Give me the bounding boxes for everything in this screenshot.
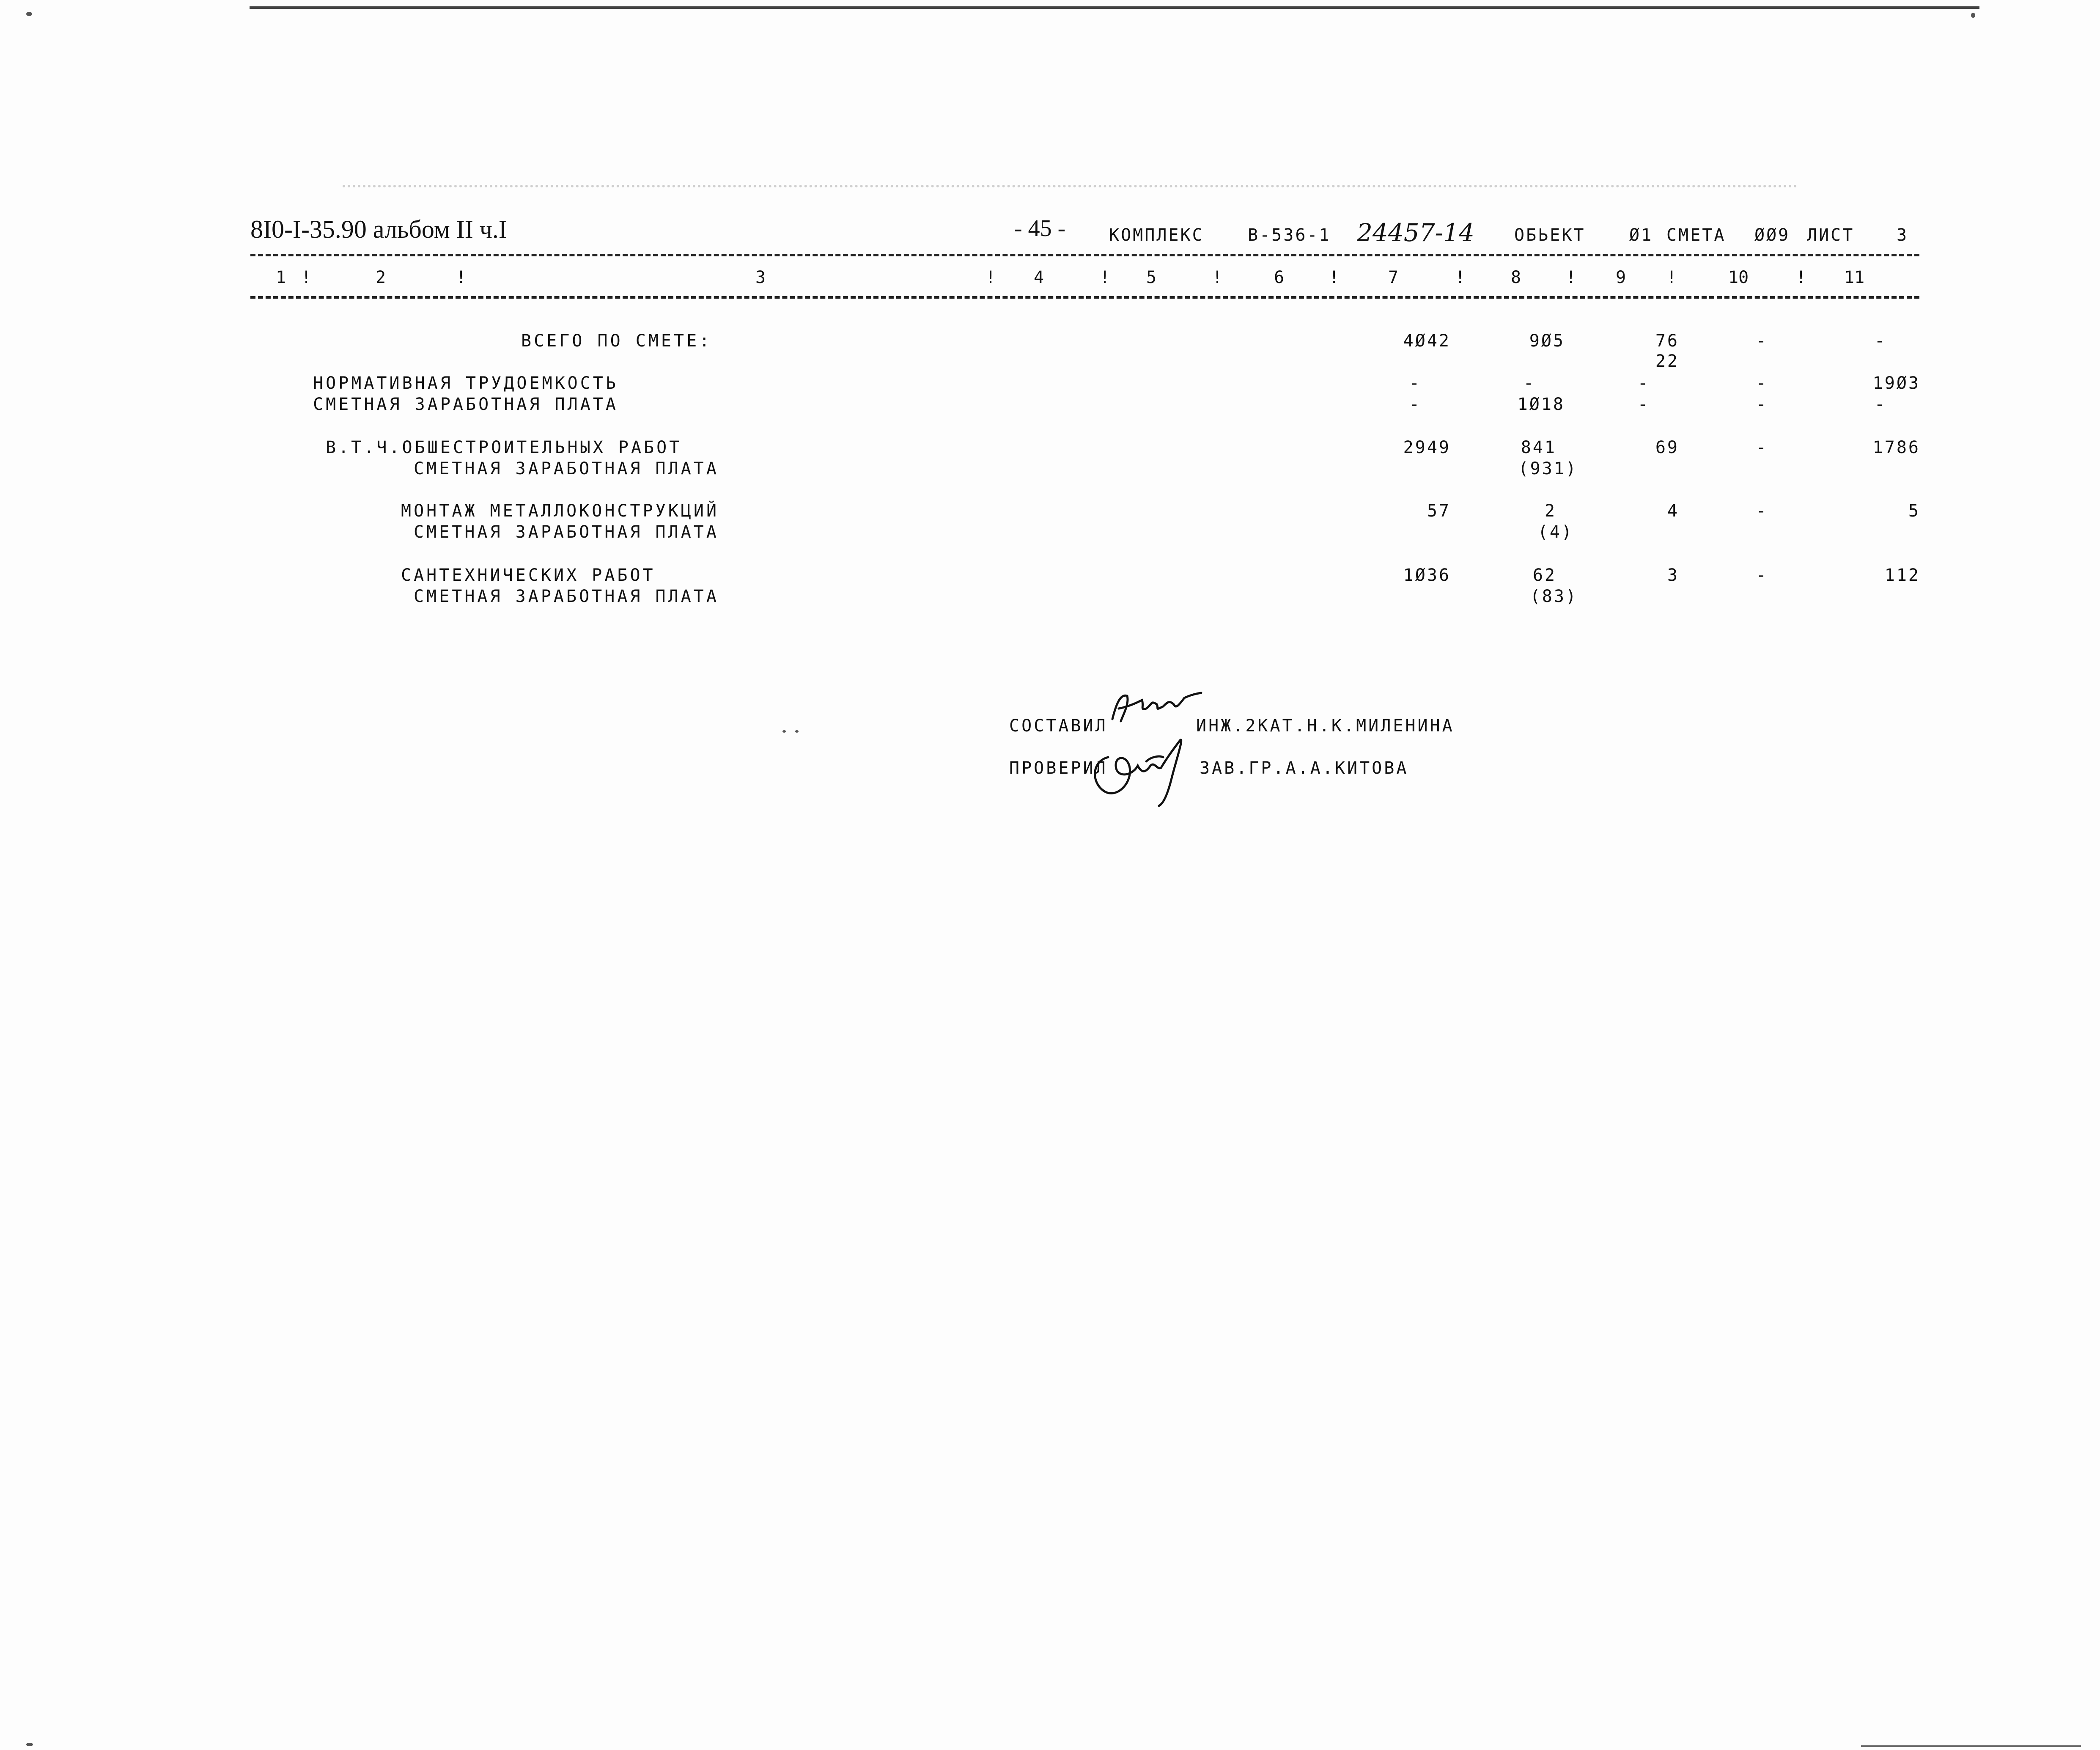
cell-col9: 4 xyxy=(1667,501,1679,521)
object-value: Ø1 xyxy=(1629,225,1653,245)
scan-speck xyxy=(795,730,799,733)
handwritten-code: 24457-14 xyxy=(1357,218,1474,247)
faint-dotted-line xyxy=(343,185,1798,191)
cell-col7: 4Ø42 xyxy=(1403,331,1451,351)
cell-col10: - xyxy=(1756,438,1768,457)
dashed-rule xyxy=(250,254,1919,256)
col-header-6: 6 xyxy=(1274,268,1285,287)
cell-col8-sub: (83) xyxy=(1530,587,1578,606)
signature-milenina xyxy=(1104,685,1205,728)
row-label: ВСЕГО ПО СМЕТЕ: xyxy=(521,331,712,351)
cell-col10: - xyxy=(1756,501,1768,521)
col-separator: ! xyxy=(985,268,996,287)
col-separator: ! xyxy=(456,268,467,287)
col-header-7: 7 xyxy=(1388,268,1399,287)
cell-col8-sub: 1Ø18 xyxy=(1517,395,1565,414)
row-sublabel: СМЕТНАЯ ЗАРАБОТНАЯ ПЛАТА xyxy=(313,395,618,414)
cell-col11-sub: - xyxy=(1874,395,1886,414)
signature-kitova xyxy=(1083,732,1201,808)
complex-label: КОМПЛЕКС xyxy=(1109,225,1204,245)
scan-speck xyxy=(26,12,32,16)
cell-col8-sub: (4) xyxy=(1537,522,1573,542)
sheet-value: 3 xyxy=(1897,225,1909,245)
complex-code: В-536-1 xyxy=(1248,225,1331,245)
row-label: В.Т.Ч.ОБШЕСТРОИТЕЛЬНЫХ РАБОТ xyxy=(326,438,682,457)
col-header-3: 3 xyxy=(755,268,766,287)
cell-col11: 5 xyxy=(1908,501,1920,521)
cell-col10-sub: - xyxy=(1756,395,1768,414)
col-header-1: 1 xyxy=(276,268,286,287)
object-label: ОБЬЕКТ xyxy=(1514,225,1586,245)
cell-col9: 3 xyxy=(1667,566,1679,585)
cell-col7-sub: - xyxy=(1409,395,1421,414)
col-separator: ! xyxy=(1100,268,1110,287)
cell-col9: 76 xyxy=(1655,331,1679,351)
col-header-8: 8 xyxy=(1511,268,1521,287)
checked-by: ЗАВ.ГР.А.А.КИТОВА xyxy=(1200,758,1409,778)
col-separator: ! xyxy=(1212,268,1223,287)
scan-speck xyxy=(26,1743,33,1746)
cell-col10: - xyxy=(1756,566,1768,585)
cell-col9: 69 xyxy=(1655,438,1679,457)
row-label: НОРМАТИВНАЯ ТРУДОЕМКОСТЬ xyxy=(313,374,618,393)
cell-col7: 2949 xyxy=(1403,438,1451,457)
col-header-2: 2 xyxy=(376,268,386,287)
cell-col10: - xyxy=(1756,374,1768,393)
cell-col8: - xyxy=(1523,374,1535,393)
col-separator: ! xyxy=(1566,268,1576,287)
cell-col11: - xyxy=(1874,331,1886,351)
cell-col7: 1Ø36 xyxy=(1403,566,1451,585)
cell-col8-sub: (931) xyxy=(1518,459,1578,478)
cell-col8: 9Ø5 xyxy=(1529,331,1565,351)
scan-edge-line xyxy=(250,6,1979,9)
checked-label: ПРОВЕРИЛ xyxy=(1009,758,1108,778)
cell-col7: - xyxy=(1409,374,1421,393)
cell-col9-sub: - xyxy=(1637,395,1650,414)
row-label: САНТЕХНИЧЕСКИХ РАБОТ xyxy=(401,566,656,585)
album-code: 8I0-I-35.90 альбом II ч.I xyxy=(250,215,507,243)
col-separator: ! xyxy=(301,268,312,287)
row-sublabel: СМЕТНАЯ ЗАРАБОТНАЯ ПЛАТА xyxy=(414,522,719,542)
composed-label: СОСТАВИЛ xyxy=(1009,716,1108,736)
cell-col11: 112 xyxy=(1884,566,1920,585)
cell-col9-sub: 22 xyxy=(1655,352,1679,371)
smeta-label: СМЕТА xyxy=(1666,225,1726,245)
col-header-4: 4 xyxy=(1034,268,1044,287)
cell-col7: 57 xyxy=(1427,501,1451,521)
page-number: - 45 - xyxy=(1014,215,1066,242)
col-header-5: 5 xyxy=(1146,268,1157,287)
row-sublabel: СМЕТНАЯ ЗАРАБОТНАЯ ПЛАТА xyxy=(414,459,719,478)
cell-col9: - xyxy=(1637,374,1650,393)
cell-col8: 2 xyxy=(1544,501,1556,521)
cell-col10: - xyxy=(1756,331,1768,351)
col-header-9: 9 xyxy=(1616,268,1626,287)
smeta-value: ØØ9 xyxy=(1754,225,1790,245)
dashed-rule xyxy=(250,296,1919,299)
scan-edge-line xyxy=(1861,1745,2081,1747)
col-separator: ! xyxy=(1666,268,1677,287)
cell-col8: 841 xyxy=(1521,438,1556,457)
col-header-11: 11 xyxy=(1844,268,1865,287)
cell-col11: 1786 xyxy=(1872,438,1920,457)
scan-speck xyxy=(1971,13,1975,18)
row-sublabel: СМЕТНАЯ ЗАРАБОТНАЯ ПЛАТА xyxy=(414,587,719,606)
col-header-10: 10 xyxy=(1728,268,1749,287)
scan-speck xyxy=(782,730,786,733)
col-separator: ! xyxy=(1796,268,1806,287)
composed-by: ИНЖ.2КАТ.Н.К.МИЛЕНИНА xyxy=(1196,716,1455,736)
cell-col8: 62 xyxy=(1532,566,1556,585)
col-separator: ! xyxy=(1455,268,1466,287)
cell-col11: 19Ø3 xyxy=(1872,374,1920,393)
sheet-label: ЛИСТ xyxy=(1807,225,1855,245)
row-label: МОНТАЖ МЕТАЛЛОКОНСТРУКЦИЙ xyxy=(401,501,719,521)
col-separator: ! xyxy=(1329,268,1340,287)
